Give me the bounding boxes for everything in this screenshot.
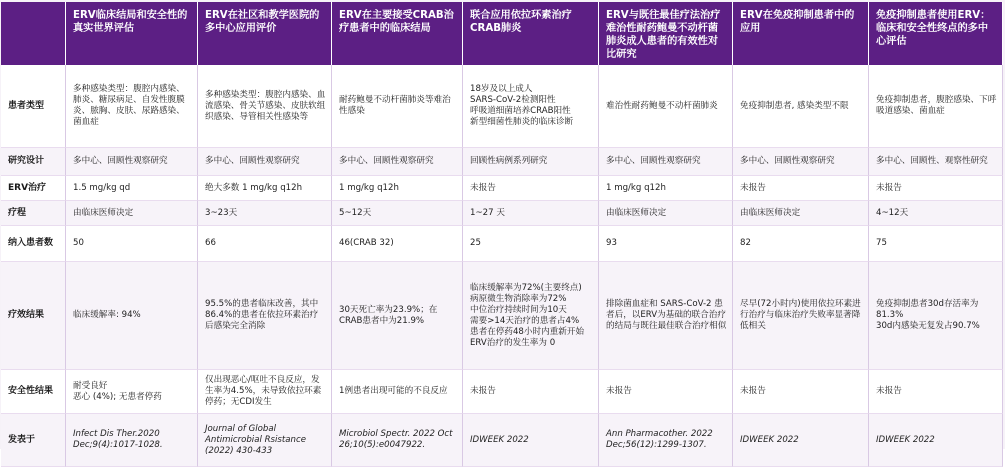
table-cell: 未报告 — [463, 176, 599, 201]
table-cell: 18岁及以上成人 SARS-CoV-2检测阳性 呼吸道细菌培养CRAB阳性 新型细菌性肺炎的临床诊断 — [463, 65, 599, 148]
table-cell: 未报告 — [733, 370, 869, 414]
table-cell: 4~12天 — [869, 201, 1003, 226]
table-cell: 1例患者出现可能的不良反应 — [332, 370, 463, 414]
header-corner — [1, 2, 66, 65]
table-cell: 1.5 mg/kg qd — [66, 176, 198, 201]
table-cell: 50 — [66, 226, 198, 262]
citation: IDWEEK 2022 — [463, 414, 599, 467]
table-cell: 绝大多数 1 mg/kg q12h — [198, 176, 332, 201]
citation: Ann Pharmacother. 2022 Dec;56(12):1299-1307. — [599, 414, 733, 467]
table-cell: 多种感染类型：腹腔内感染、血流感染、骨关节感染、皮肤软组织感染、导管相关性感染等 — [198, 65, 332, 148]
table-cell: 免疫抑制患者30d存活率为81.3% 30d内感染无复发占90.7% — [869, 262, 1003, 370]
table-cell: 3~23天 — [198, 201, 332, 226]
citation: IDWEEK 2022 — [869, 414, 1003, 467]
table-cell: 免疫抑制患者, 感染类型不限 — [733, 65, 869, 148]
table-cell: 多中心、回顾性、观察性研究 — [869, 148, 1003, 176]
table-cell: 尽早(72小时内)使用依拉环素进行治疗与临床治疗失败率显著降低相关 — [733, 262, 869, 370]
row-enrolled — [1, 226, 1003, 262]
table-cell: 多中心、回顾性观察研究 — [66, 148, 198, 176]
table-cell: 5~12天 — [332, 201, 463, 226]
header-study-1: ERV临床结局和安全性的真实世界评估 — [66, 2, 198, 65]
table-cell: 排除菌血症和 SARS-CoV-2 患者后，以ERV为基础的联合治疗的结局与既往最佳联合治疗相似 — [599, 262, 733, 370]
citation: IDWEEK 2022 — [733, 414, 869, 467]
table-cell: 多中心、回顾性观察研究 — [599, 148, 733, 176]
table-cell: 耐受良好 恶心 (4%); 无患者停药 — [66, 370, 198, 414]
table-cell: 多种感染类型：腹腔内感染、肺炎、糖尿病足、自发性腹膜炎、脓胸、皮肤、尿路感染、菌血症 — [66, 65, 198, 148]
table-cell: 1 mg/kg q12h — [332, 176, 463, 201]
table-cell: 30天死亡率为23.9%；在CRAB患者中为21.9% — [332, 262, 463, 370]
header-study-2: ERV在社区和教学医院的多中心应用评价 — [198, 2, 332, 65]
row-label: 研究设计 — [1, 148, 66, 176]
row-label: 疗程 — [1, 201, 66, 226]
row-label: 患者类型 — [1, 65, 66, 148]
table-cell: 未报告 — [463, 370, 599, 414]
row-label: ERV治疗 — [1, 176, 66, 201]
header-study-3: ERV在主要接受CRAB治疗患者中的临床结局 — [332, 2, 463, 65]
header-row — [1, 2, 1003, 65]
table-cell: 25 — [463, 226, 599, 262]
table-cell: 1 mg/kg q12h — [599, 176, 733, 201]
table-cell: 回顾性病例系列研究 — [463, 148, 599, 176]
header-study-6: ERV在免疫抑制患者中的应用 — [733, 2, 869, 65]
row-label: 安全性结果 — [1, 370, 66, 414]
citation: Microbiol Spectr. 2022 Oct 26;10(5):e0047922. — [332, 414, 463, 467]
table-cell: 由临床医师决定 — [733, 201, 869, 226]
row-label: 纳入患者数 — [1, 226, 66, 262]
row-safety — [1, 370, 1003, 414]
table-cell: 由临床医师决定 — [66, 201, 198, 226]
table-cell: 由临床医师决定 — [599, 201, 733, 226]
table-cell: 1~27 天 — [463, 201, 599, 226]
header-study-5: ERV与既往最佳疗法治疗难治性耐药鲍曼不动杆菌肺炎成人患者的有效性对比研究 — [599, 2, 733, 65]
table-cell: 难治性耐药鲍曼不动杆菌肺炎 — [599, 65, 733, 148]
table-cell: 临床缓解率: 94% — [66, 262, 198, 370]
table-cell: 93 — [599, 226, 733, 262]
header-study-7: 免疫抑制患者使用ERV：临床和安全性终点的多中心评估 — [869, 2, 1003, 65]
comparison-table — [1, 2, 1003, 467]
row-course — [1, 201, 1003, 226]
table-cell: 多中心、回顾性观察研究 — [332, 148, 463, 176]
row-label: 疗效结果 — [1, 262, 66, 370]
table-cell: 75 — [869, 226, 1003, 262]
table-cell: 多中心、回顾性观察研究 — [733, 148, 869, 176]
table-cell: 46(CRAB 32) — [332, 226, 463, 262]
row-label: 发表于 — [1, 414, 66, 467]
row-study-design — [1, 148, 1003, 176]
table-cell: 临床缓解率为72%(主要终点) 病原微生物消除率为72% 中位治疗持续时间为10天 需要>14天治疗的患者占4% 患者在停药48小时内重新开始ERV治疗的发生率为 0 — [463, 262, 599, 370]
table-cell: 耐药鲍曼不动杆菌肺炎等难治性感染 — [332, 65, 463, 148]
table-cell: 仅出现恶心/呕吐不良反应，发生率为4.5%，未导致依拉环素停药；无CDI发生 — [198, 370, 332, 414]
table-cell: 免疫抑制患者，腹腔感染、下呼吸道感染、菌血症 — [869, 65, 1003, 148]
table-cell: 未报告 — [599, 370, 733, 414]
row-patient-type — [1, 65, 1003, 148]
table-cell: 未报告 — [733, 176, 869, 201]
row-published — [1, 414, 1003, 467]
table-cell: 未报告 — [869, 370, 1003, 414]
table-cell: 未报告 — [869, 176, 1003, 201]
citation: Infect Dis Ther.2020 Dec;9(4):1017-1028. — [66, 414, 198, 467]
row-erv-treatment — [1, 176, 1003, 201]
row-efficacy — [1, 262, 1003, 370]
table-cell: 82 — [733, 226, 869, 262]
header-study-4: 联合应用依拉环素治疗CRAB肺炎 — [463, 2, 599, 65]
table-cell: 多中心、回顾性观察研究 — [198, 148, 332, 176]
citation: Journal of Global Antimicrobial Rsistance (2022) 430-433 — [198, 414, 332, 467]
table-cell: 66 — [198, 226, 332, 262]
table-cell: 95.5%的患者临床改善，其中86.4%的患者在依拉环素治疗后感染完全消除 — [198, 262, 332, 370]
